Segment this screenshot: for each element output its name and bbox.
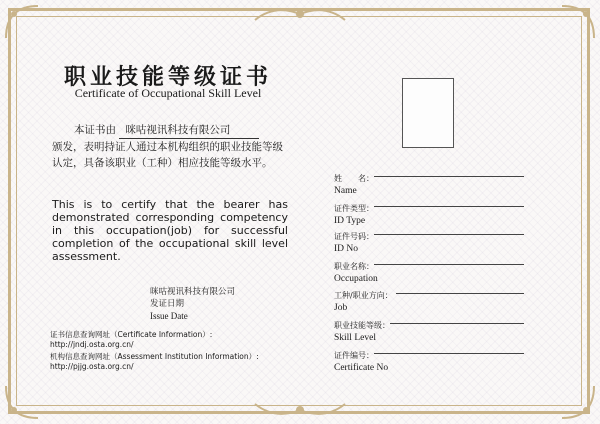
field-label-en: ID No (334, 244, 359, 254)
field-id-no (334, 226, 524, 255)
issuer-inline: 咪咕视讯科技有限公司 (119, 122, 259, 139)
field-occupation (334, 256, 524, 285)
field-underline (374, 353, 524, 354)
field-label-en: ID Type (334, 216, 366, 226)
inst-info-label: 机构信息查询网址（Assessment Institution Information）: (50, 352, 259, 361)
field-label-cn: 证件类型： (334, 204, 374, 213)
field-id-type (334, 198, 524, 227)
field-label-cn: 工种/职业方向： (334, 291, 393, 300)
field-label-en: Certificate No (334, 363, 389, 373)
issue-block (150, 286, 235, 322)
issue-date-cn: 发证日期 (150, 299, 185, 309)
field-underline (390, 323, 524, 324)
cn-statement (52, 122, 288, 171)
inst-info-block (50, 352, 259, 372)
field-label-en: Job (334, 303, 348, 313)
cert-info-url[interactable]: http://jndj.osta.org.cn/ (50, 340, 134, 349)
field-label-en: Occupation (334, 274, 378, 284)
field-underline (374, 234, 524, 235)
certificate-title-cn: 职业技能等级证书 (63, 64, 272, 90)
field-label-cn: 职业名称： (334, 262, 374, 271)
field-job (334, 285, 524, 314)
field-name (334, 168, 524, 197)
field-skill-level (334, 315, 524, 344)
field-label-en: Skill Level (334, 333, 376, 343)
issuer-name: 咪咕视讯科技有限公司 (150, 287, 236, 297)
cn-prefix: 本证书由 (74, 124, 116, 136)
bottom-ornament-icon (250, 398, 350, 422)
field-certificate-no (334, 345, 524, 374)
certificate-title-en: Certificate of Occupational Skill Level (74, 86, 262, 100)
field-label-en: Name (334, 186, 357, 196)
cn-body: 颁发，表明持证人通过本机构组织的职业技能等级认定，具备该职业（工种）相应技能等级水平。 (52, 141, 283, 169)
top-ornament-icon (250, 2, 350, 26)
corner-ornament-top-left-icon (2, 2, 42, 42)
corner-ornament-bottom-right-icon (558, 382, 598, 422)
en-statement: This is to certify that the bearer has demonstrated corresponding competency in this occupation(job) for successful completion of the occupational skill level assessment. (52, 198, 288, 263)
field-underline (374, 206, 524, 207)
inst-info-url[interactable]: http://pjjg.osta.org.cn/ (50, 362, 134, 371)
field-underline (374, 176, 524, 177)
cert-info-label: 证书信息查询网址（Certificate Information）: (50, 330, 213, 339)
issue-date-en: Issue Date (150, 311, 188, 321)
field-label-cn: 证件编号： (334, 351, 374, 360)
photo-placeholder (402, 78, 454, 148)
field-underline (374, 264, 524, 265)
cert-info-block (50, 330, 212, 350)
field-label-cn: 职业技能等级： (334, 321, 390, 330)
field-label-cn: 证件号码： (334, 232, 374, 241)
corner-ornament-top-right-icon (558, 2, 598, 42)
corner-ornament-bottom-left-icon (2, 382, 42, 422)
field-label-cn: 姓 名： (334, 174, 374, 183)
field-underline (396, 293, 524, 294)
